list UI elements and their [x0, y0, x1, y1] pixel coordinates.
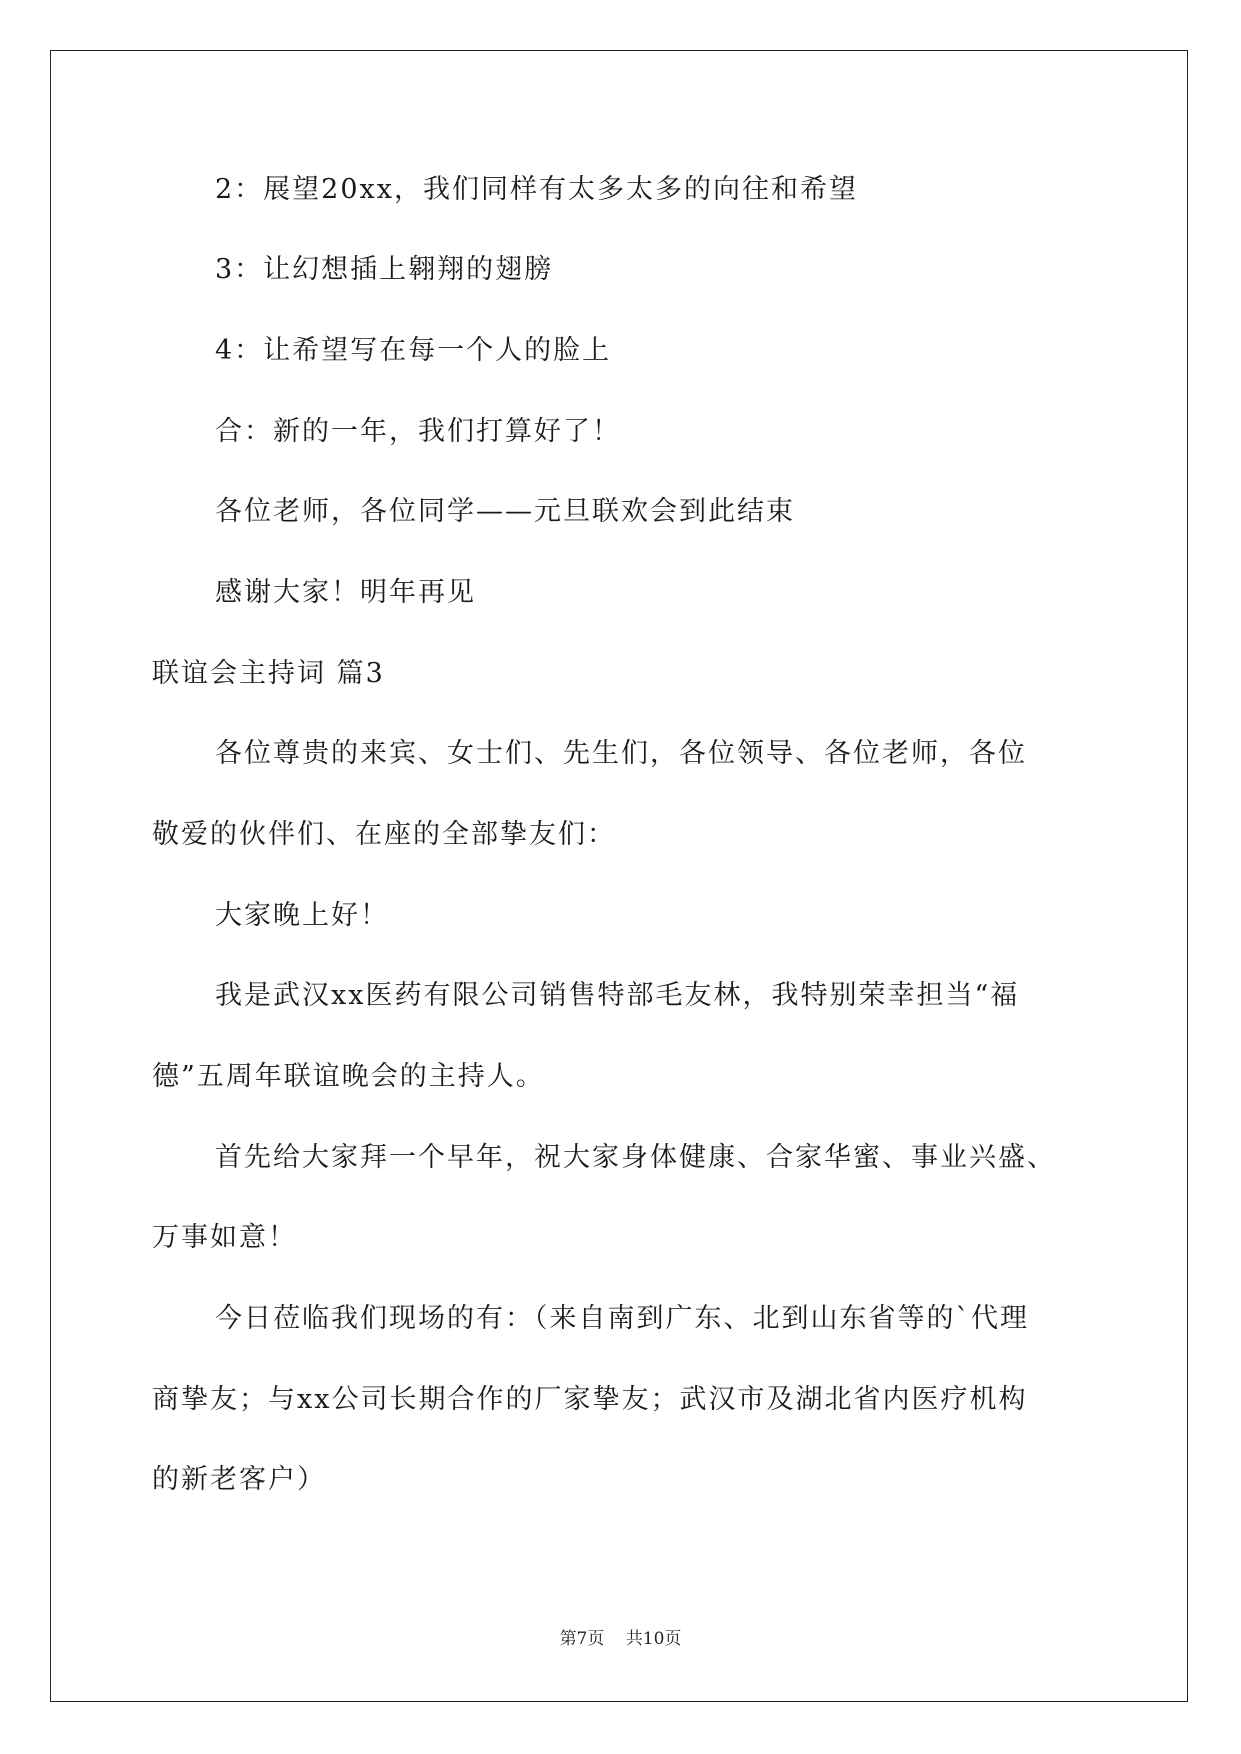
text-line: 商挚友；与xx公司长期合作的厂家挚友；武汉市及湖北省内医疗机构	[152, 1384, 1028, 1415]
page-footer	[0, 1624, 1241, 1649]
text-line: 感谢大家！明年再见	[215, 577, 476, 608]
section-heading: 联谊会主持词 篇3	[152, 658, 385, 689]
text-line: 4：让希望写在每一个人的脸上	[215, 335, 612, 366]
text-line: 今日莅临我们现场的有：（来自南到广东、北到山东省等的`代理	[215, 1303, 1029, 1334]
text-line: 德”五周年联谊晚会的主持人。	[152, 1061, 545, 1092]
text-line: 的新老客户）	[152, 1464, 326, 1495]
text-line: 2：展望20xx，我们同样有太多太多的向往和希望	[215, 174, 858, 205]
page-total: 共10页	[625, 1629, 682, 1649]
text-line: 万事如意！	[152, 1222, 297, 1253]
page-frame	[50, 50, 1188, 1702]
text-line: 3：让幻想插上翱翔的翅膀	[215, 254, 554, 285]
page-number: 第7页	[559, 1629, 605, 1649]
text-line: 我是武汉xx医药有限公司销售特部毛友林，我特别荣幸担当“福	[215, 980, 1020, 1011]
text-line: 各位老师，各位同学——元旦联欢会到此结束	[215, 496, 795, 527]
text-line: 各位尊贵的来宾、女士们、先生们，各位领导、各位老师，各位	[215, 738, 1027, 769]
text-line: 大家晚上好！	[215, 900, 389, 931]
text-line: 首先给大家拜一个早年，祝大家身体健康、合家华蜜、事业兴盛、	[215, 1142, 1056, 1173]
text-line: 敬爱的伙伴们、在座的全部挚友们：	[152, 819, 616, 850]
text-line: 合：新的一年，我们打算好了！	[215, 416, 621, 447]
